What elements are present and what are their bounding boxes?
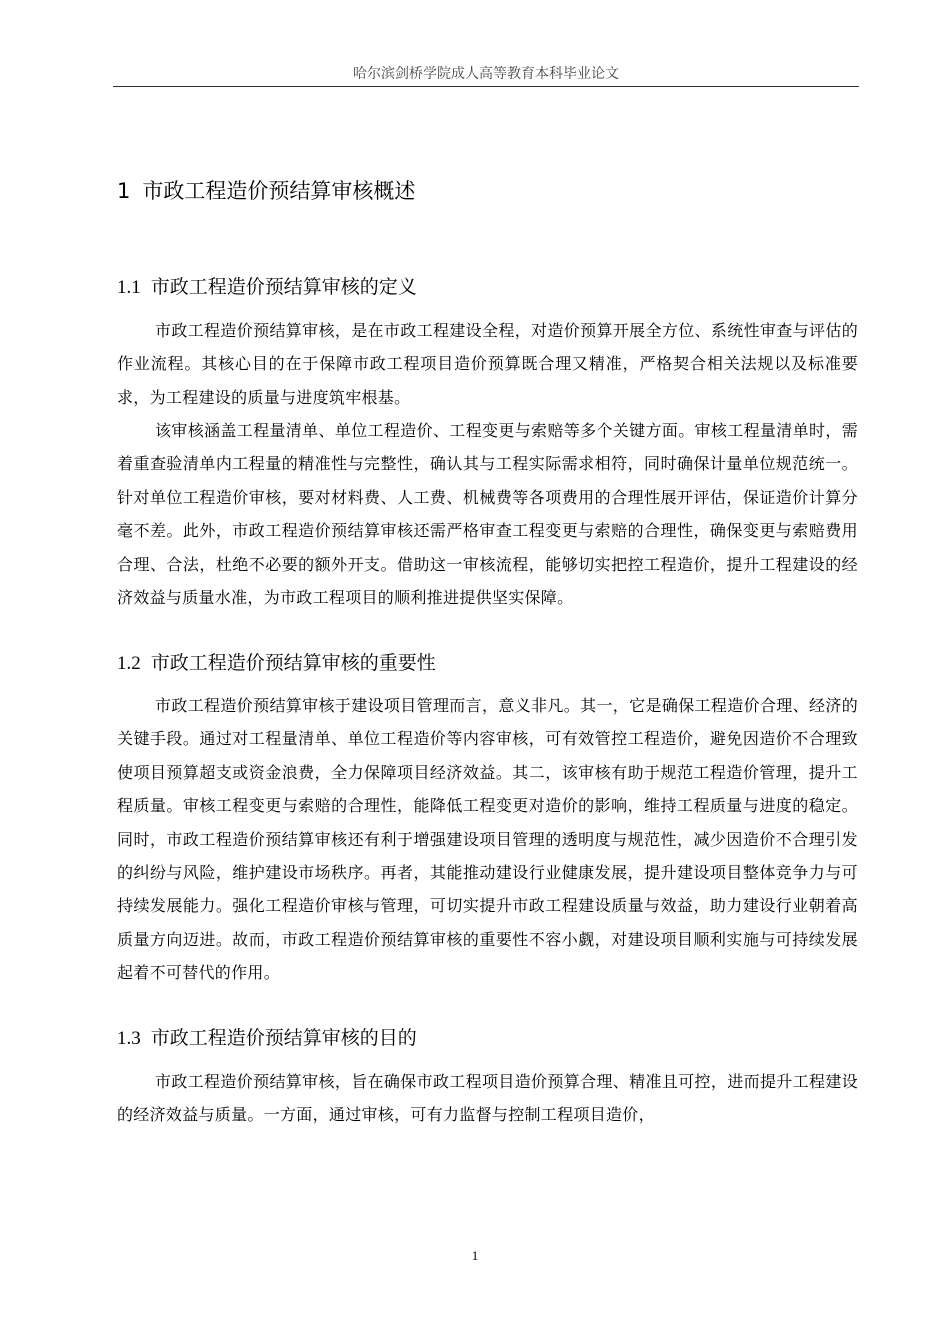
chapter-title <box>117 176 415 206</box>
section-title-text: 市政工程造价预结算审核的重要性 <box>150 652 436 674</box>
paragraph: 该审核涵盖工程量清单、单位工程造价、工程变更与索赔等多个关键方面。审核工程量清单时，需着重查验清单内工程量的精准性与完整性，确认其与工程实际需求相符，同时确保计量单位规范统一。针对单位工程造价审核，要对材料费、人工费、机械费等各项费用的合理性展开评估，保证造价计算分毫不差。此外，市政工程造价预结算审核还需严格审查工程变更与索赔的合理性，确保变更与索赔费用合理、合法，杜绝不必要的额外开支。借助这一审核流程，能够切实把控工程造价，提升工程建设的经济效益与质量水准，为市政工程项目的顺利推进提供坚实保障。 <box>117 421 858 608</box>
section-number: 1.2 <box>117 653 141 674</box>
section-title-text: 市政工程造价预结算审核的目的 <box>150 1027 417 1049</box>
paragraph: 市政工程造价预结算审核，旨在确保市政工程项目造价预算合理、精准且可控，进而提升工程建设的经济效益与质量。一方面，通过审核，可有力监督与控制工程项目造价， <box>117 1072 858 1125</box>
paragraph: 市政工程造价预结算审核，是在市政工程建设全程，对造价预算开展全方位、系统性审查与评估的作业流程。其核心目的在于保障市政工程项目造价预算既合理又精准，严格契合相关法规以及标准要求，为工程建设的质量与进度筑牢根基。 <box>117 321 858 407</box>
page-header: 哈尔滨剑桥学院成人高等教育本科毕业论文 <box>353 66 619 82</box>
page-number: 1 <box>471 1248 479 1263</box>
section-title-1-3 <box>117 1024 417 1053</box>
section-number: 1.3 <box>117 1028 141 1049</box>
chapter-number: 1 <box>117 179 131 203</box>
section-number: 1.1 <box>117 277 141 298</box>
chapter-title-text: 市政工程造价预结算审核概述 <box>142 179 416 203</box>
header-rule <box>113 86 859 87</box>
section-title-text: 市政工程造价预结算审核的定义 <box>150 276 417 298</box>
section-title-1-1 <box>117 273 417 302</box>
section-title-1-2 <box>117 649 436 678</box>
paragraph: 市政工程造价预结算审核于建设项目管理而言，意义非凡。其一，它是确保工程造价合理、经济的关键手段。通过对工程量清单、单位工程造价等内容审核，可有效管控工程造价，避免因造价不合理致使项目预算超支或资金浪费，全力保障项目经济效益。其二，该审核有助于规范工程造价管理，提升工程质量。审核工程变更与索赔的合理性，能降低工程变更对造价的影响，维持工程质量与进度的稳定。同时，市政工程造价预结算审核还有利于增强建设项目管理的透明度与规范性，减少因造价不合理引发的纠纷与风险，维护建设市场秩序。再者，其能推动建设行业健康发展，提升建设项目整体竞争力与可持续发展能力。强化工程造价审核与管理，可切实提升市政工程建设质量与效益，助力建设行业朝着高质量方向迈进。故而，市政工程造价预结算审核的重要性不容小觑，对建设项目顺利实施与可持续发展起着不可替代的作用。 <box>117 696 858 983</box>
